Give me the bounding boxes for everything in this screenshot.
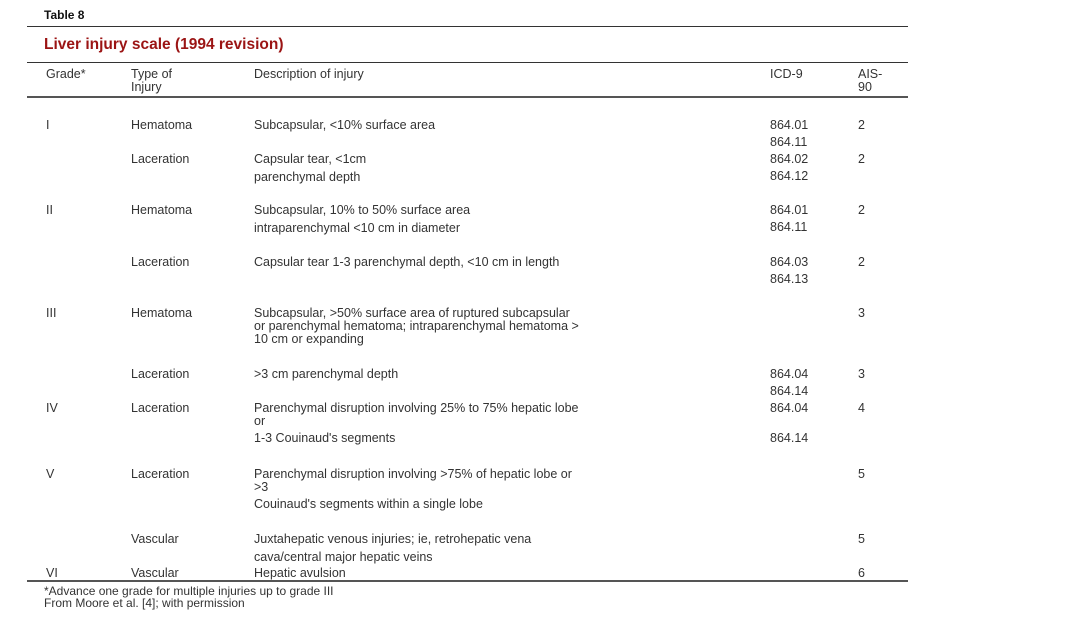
- cell-icd9-code: 864.14: [770, 431, 809, 445]
- cell-icd9-code: 864.13: [770, 272, 809, 286]
- cell-ais90: 6: [858, 566, 865, 580]
- cell-description-line: >3: [254, 480, 269, 494]
- cell-description-line: Parenchymal disruption involving 25% to 75% hepatic lobe: [254, 401, 579, 415]
- cell-description-line: or parenchymal hematoma; intraparenchymal hematoma >: [254, 319, 579, 333]
- cell-grade: IV: [46, 401, 58, 415]
- cell-description-line: 10 cm or expanding: [254, 332, 364, 346]
- cell-icd9-code: 864.01: [770, 203, 809, 217]
- header-description: Description of injury: [254, 67, 364, 81]
- cell-description-line: cava/central major hepatic veins: [254, 550, 433, 564]
- cell-ais90: 2: [858, 118, 865, 132]
- cell-description-line: Couinaud's segments within a single lobe: [254, 497, 483, 511]
- cell-ais90: 2: [858, 255, 865, 269]
- table-bottom-rule: [27, 580, 908, 582]
- cell-injury-type: Laceration: [131, 467, 190, 481]
- cell-injury-type: Laceration: [131, 255, 190, 269]
- cell-description-line: Parenchymal disruption involving >75% of hepatic lobe or: [254, 467, 572, 481]
- table-label: Table 8: [44, 8, 85, 22]
- cell-icd9-code: 864.02: [770, 152, 809, 166]
- cell-ais90: 3: [858, 367, 865, 381]
- header-bottom-rule: [27, 96, 908, 98]
- header-ais-line1: AIS-: [858, 67, 883, 81]
- cell-description-line: Capsular tear 1-3 parenchymal depth, <10 cm in length: [254, 255, 560, 269]
- cell-grade: V: [46, 467, 55, 481]
- cell-icd9-code: 864.11: [770, 135, 808, 149]
- cell-description-line: Capsular tear, <1cm: [254, 152, 367, 166]
- cell-ais90: 2: [858, 203, 865, 217]
- footnote-grade-advance: *Advance one grade for multiple injuries up to grade III: [44, 584, 334, 598]
- cell-grade: I: [46, 118, 50, 132]
- top-rule: [27, 26, 908, 27]
- cell-ais90: 5: [858, 532, 865, 546]
- table-title: Liver injury scale (1994 revision): [44, 36, 284, 53]
- cell-injury-type: Laceration: [131, 401, 190, 415]
- cell-description-line: Hepatic avulsion: [254, 566, 346, 580]
- header-grade: Grade*: [46, 67, 86, 81]
- header-type-line2: Injury: [131, 80, 162, 94]
- cell-grade: VI: [46, 566, 58, 580]
- cell-injury-type: Hematoma: [131, 203, 193, 217]
- cell-ais90: 2: [858, 152, 865, 166]
- cell-description-line: or: [254, 414, 266, 428]
- cell-icd9-code: 864.04: [770, 367, 809, 381]
- cell-icd9-code: 864.01: [770, 118, 809, 132]
- footnote-source: From Moore et al. [4]; with permission: [44, 596, 245, 610]
- cell-description-line: intraparenchymal <10 cm in diameter: [254, 221, 460, 235]
- cell-icd9-code: 864.14: [770, 384, 809, 398]
- cell-grade: III: [46, 306, 57, 320]
- cell-injury-type: Vascular: [131, 566, 179, 580]
- cell-injury-type: Laceration: [131, 152, 190, 166]
- cell-ais90: 4: [858, 401, 865, 415]
- cell-description-line: >3 cm parenchymal depth: [254, 367, 399, 381]
- cell-ais90: 3: [858, 306, 865, 320]
- header-type-line1: Type of: [131, 67, 172, 81]
- cell-icd9-code: 864.12: [770, 169, 809, 183]
- cell-description-line: Subcapsular, <10% surface area: [254, 118, 436, 132]
- cell-description-line: Subcapsular, 10% to 50% surface area: [254, 203, 471, 217]
- cell-icd9-code: 864.04: [770, 401, 809, 415]
- cell-grade: II: [46, 203, 53, 217]
- cell-injury-type: Hematoma: [131, 118, 193, 132]
- cell-description-line: 1-3 Couinaud's segments: [254, 431, 396, 445]
- cell-description-line: Subcapsular, >50% surface area of ruptured subcapsular: [254, 306, 570, 320]
- cell-icd9-code: 864.11: [770, 220, 808, 234]
- cell-injury-type: Laceration: [131, 367, 190, 381]
- header-ais-line2: 90: [858, 80, 872, 94]
- cell-icd9-code: 864.03: [770, 255, 809, 269]
- cell-ais90: 5: [858, 467, 865, 481]
- cell-description-line: Juxtahepatic venous injuries; ie, retrohepatic vena: [254, 532, 532, 546]
- header-top-rule: [27, 62, 908, 63]
- cell-injury-type: Hematoma: [131, 306, 193, 320]
- cell-injury-type: Vascular: [131, 532, 179, 546]
- cell-description-line: parenchymal depth: [254, 170, 361, 184]
- header-icd9: ICD-9: [770, 67, 803, 81]
